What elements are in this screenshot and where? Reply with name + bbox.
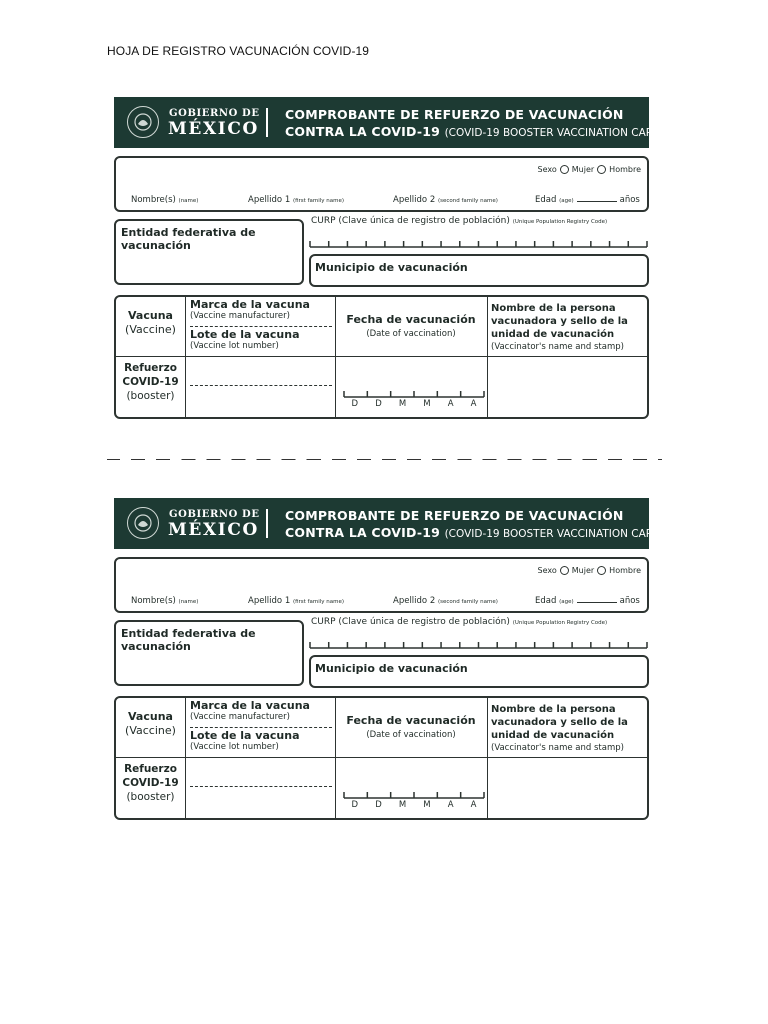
curp-input-ticks[interactable] (309, 641, 648, 649)
apellido1-label-en: (first family name) (292, 198, 345, 204)
mujer-label: Mujer (571, 165, 595, 174)
date-letter: D (375, 399, 382, 409)
hombre-radio[interactable] (597, 165, 606, 174)
cut-line (107, 459, 662, 460)
apellido2-field[interactable] (393, 596, 498, 606)
card-title-line2-es: CONTRA LA COVID-19 (285, 124, 441, 139)
apellido2-label: Apellido 2 (393, 596, 436, 606)
lote-label-en: (Vaccine lot number) (190, 341, 279, 351)
name-label-en: (name) (178, 198, 199, 204)
date-letters (343, 399, 485, 409)
mexico-seal-icon (127, 507, 159, 539)
sexo-label: Sexo (537, 566, 557, 575)
fecha-label: Fecha de vacunación (346, 714, 476, 727)
vacunadora-line2: vacunadora y sello de la (491, 717, 628, 728)
vacunadora-header (491, 302, 649, 354)
entidad-federativa-field[interactable] (114, 219, 304, 285)
booster-card-top (114, 97, 666, 419)
vacuna-label: Vacuna (128, 710, 173, 723)
refuerzo-label (116, 762, 185, 804)
municipio-label: Municipio de vacunación (315, 662, 468, 675)
mexico-label: MÉXICO (168, 119, 259, 139)
date-input-ticks[interactable] (343, 791, 485, 799)
date-letter: D (351, 800, 359, 810)
municipio-field[interactable] (309, 254, 649, 287)
lote-label: Lote de la vacuna (190, 729, 300, 742)
vaccine-table (114, 295, 649, 419)
card-title-line1: COMPROBANTE DE REFUERZO DE VACUNACIÓN (285, 107, 624, 122)
marca-lote-divider (190, 326, 332, 327)
banner-divider (266, 108, 268, 137)
curp-label-es: CURP (Clave única de registro de población) (311, 216, 510, 226)
table-vline (487, 297, 488, 417)
card-title-line2 (285, 525, 665, 540)
vacunadora-line3: unidad de vacunación (491, 730, 615, 741)
curp-label (311, 216, 607, 226)
vacunadora-header (491, 703, 649, 755)
table-vline (185, 698, 186, 818)
date-letter: A (447, 800, 454, 810)
apellido1-label: Apellido 1 (248, 596, 291, 606)
lote-header (190, 729, 332, 752)
vacuna-header (116, 309, 185, 337)
personal-info-box (114, 557, 649, 613)
card-title-line2-en: (COVID-19 BOOSTER VACCINATION CARD) (444, 127, 666, 139)
entidad-label: Entidad federativa de vacunación (121, 226, 256, 252)
refuerzo-line: Refuerzo (124, 362, 177, 374)
edad-label: Edad (535, 195, 557, 205)
covid-line: COVID-19 (122, 777, 179, 789)
refuerzo-label (116, 361, 185, 403)
municipio-field[interactable] (309, 655, 649, 688)
date-letter: A (447, 399, 454, 409)
date-letter: A (470, 800, 477, 810)
stamp-cell[interactable] (489, 759, 647, 817)
vacunadora-line1: Nombre de la persona (491, 704, 616, 715)
date-letter: M (423, 800, 431, 810)
name-field[interactable] (131, 195, 198, 205)
covid-line: COVID-19 (122, 376, 179, 388)
sex-selector (538, 566, 641, 575)
date-letter: A (470, 399, 477, 409)
hombre-radio[interactable] (597, 566, 606, 575)
municipio-label: Municipio de vacunación (315, 261, 468, 274)
fecha-label-en: (Date of vaccination) (366, 730, 456, 740)
booster-line: (booster) (126, 390, 175, 402)
marca-label: Marca de la vacuna (190, 699, 310, 712)
date-letter: D (351, 399, 359, 409)
page-heading: HOJA DE REGISTRO VACUNACIÓN COVID-19 (107, 44, 370, 58)
card-banner (114, 97, 666, 148)
anos-label: años (619, 596, 640, 606)
vacunadora-line1: Nombre de la persona (491, 303, 616, 314)
apellido1-label: Apellido 1 (248, 195, 291, 205)
table-vline (185, 297, 186, 417)
anos-label: años (619, 195, 640, 205)
marca-input-line[interactable] (190, 786, 332, 787)
booster-line: (booster) (126, 791, 175, 803)
vacuna-label-en: (Vaccine) (125, 724, 176, 737)
gobierno-de-label: GOBIERNO DE (169, 108, 260, 119)
marca-label: Marca de la vacuna (190, 298, 310, 311)
fecha-label: Fecha de vacunación (346, 313, 476, 326)
vacuna-header (116, 710, 185, 738)
hombre-label: Hombre (609, 165, 641, 174)
card-title-line2-en: (COVID-19 BOOSTER VACCINATION CARD) (444, 528, 666, 540)
edad-label-en: (age) (559, 198, 574, 204)
vacunadora-line3: unidad de vacunación (491, 329, 615, 340)
name-field[interactable] (131, 596, 198, 606)
mujer-radio[interactable] (560, 566, 569, 575)
name-label: Nombre(s) (131, 596, 176, 606)
marca-input-line[interactable] (190, 385, 332, 386)
apellido2-field[interactable] (393, 195, 498, 205)
sexo-label: Sexo (537, 165, 557, 174)
curp-label-es: CURP (Clave única de registro de población) (311, 617, 510, 627)
hombre-label: Hombre (609, 566, 641, 575)
date-input-ticks[interactable] (343, 390, 485, 398)
edad-label: Edad (535, 596, 557, 606)
mujer-radio[interactable] (560, 165, 569, 174)
mujer-label: Mujer (571, 566, 595, 575)
card-title-line2-es: CONTRA LA COVID-19 (285, 525, 441, 540)
edad-field[interactable] (535, 596, 640, 606)
apellido2-label-en: (second family name) (437, 198, 498, 204)
date-letter: M (423, 399, 431, 409)
curp-label (311, 617, 607, 627)
date-letter: M (398, 800, 407, 810)
marca-header (190, 298, 332, 321)
stamp-cell[interactable] (489, 358, 647, 416)
fecha-label-en: (Date of vaccination) (366, 329, 456, 339)
name-label: Nombre(s) (131, 195, 176, 205)
lote-label-en: (Vaccine lot number) (190, 742, 279, 752)
vacunadora-line2: vacunadora y sello de la (491, 316, 628, 327)
edad-label-en: (age) (559, 599, 574, 605)
apellido1-field[interactable] (248, 195, 344, 205)
vaccine-table (114, 696, 649, 820)
card-title-line2 (285, 124, 665, 139)
vacuna-label: Vacuna (128, 309, 173, 322)
edad-field[interactable] (535, 195, 640, 205)
lote-label: Lote de la vacuna (190, 328, 300, 341)
mexico-label: MÉXICO (168, 520, 259, 540)
table-vline (487, 698, 488, 818)
card-banner (114, 498, 666, 549)
refuerzo-line: Refuerzo (124, 763, 177, 775)
marca-lote-divider (190, 727, 332, 728)
fecha-input-cell[interactable] (335, 297, 487, 417)
lote-header (190, 328, 332, 351)
vacuna-label-en: (Vaccine) (125, 323, 176, 336)
apellido2-label: Apellido 2 (393, 195, 436, 205)
gobierno-de-label: GOBIERNO DE (169, 509, 260, 520)
entidad-federativa-field[interactable] (114, 620, 304, 686)
vacunadora-label-en: (Vaccinator's name and stamp) (491, 342, 624, 352)
marca-label-en: (Vaccine manufacturer) (190, 712, 290, 722)
personal-info-box (114, 156, 649, 212)
mexico-seal-icon (127, 106, 159, 138)
curp-label-en: (Unique Population Registry Code) (512, 219, 608, 225)
apellido2-label-en: (second family name) (437, 599, 498, 605)
date-letters (343, 800, 485, 810)
fecha-input-cell[interactable] (335, 698, 487, 818)
sex-selector (538, 165, 641, 174)
booster-card-bottom (114, 498, 666, 820)
name-label-en: (name) (178, 599, 199, 605)
vacunadora-label-en: (Vaccinator's name and stamp) (491, 743, 624, 753)
date-letter: D (375, 800, 382, 810)
card-title-line1: COMPROBANTE DE REFUERZO DE VACUNACIÓN (285, 508, 624, 523)
curp-label-en: (Unique Population Registry Code) (512, 620, 608, 626)
date-letter: M (398, 399, 407, 409)
curp-input-ticks[interactable] (309, 240, 648, 248)
banner-divider (266, 509, 268, 538)
entidad-label: Entidad federativa de vacunación (121, 627, 256, 653)
marca-label-en: (Vaccine manufacturer) (190, 311, 290, 321)
marca-header (190, 699, 332, 722)
apellido1-label-en: (first family name) (292, 599, 345, 605)
apellido1-field[interactable] (248, 596, 344, 606)
